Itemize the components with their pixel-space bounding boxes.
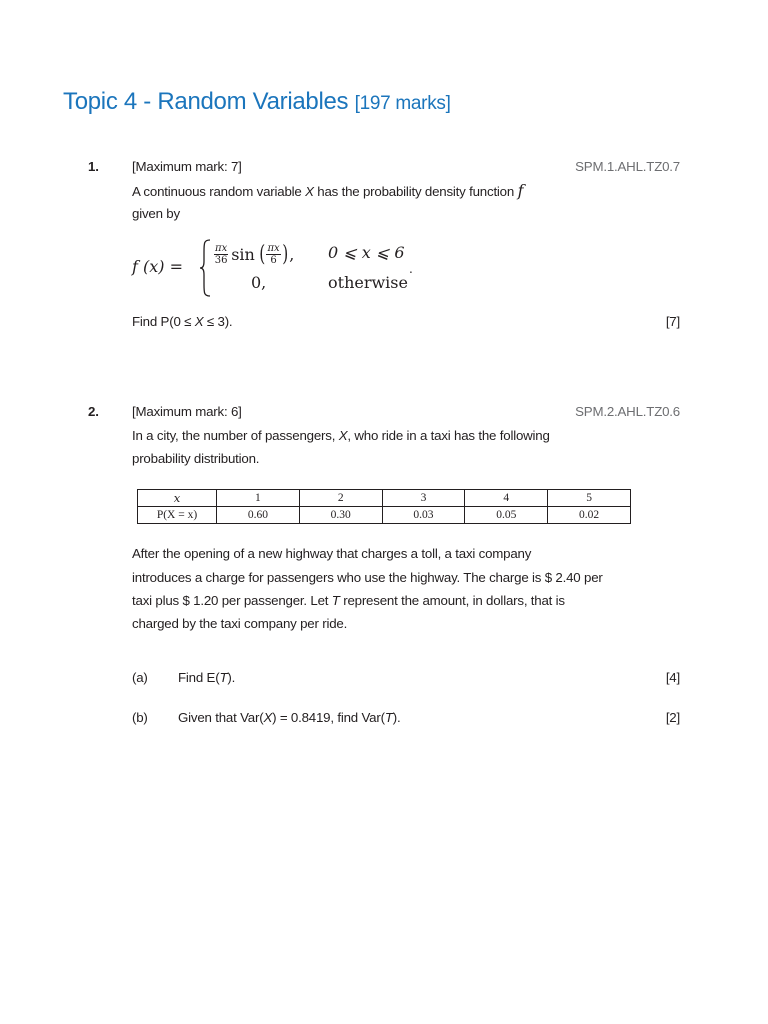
denominator: 6	[270, 254, 277, 266]
part-marks: [2]	[665, 710, 680, 725]
text-segment: A continuous random variable	[132, 184, 302, 199]
variable: T	[331, 593, 340, 608]
table-cell: 0.05	[465, 507, 548, 524]
table-cell: 5	[548, 490, 631, 507]
comma: ,	[289, 244, 295, 264]
numerator: πx	[215, 242, 228, 254]
fraction	[214, 243, 228, 266]
variable: X	[263, 710, 273, 725]
brace-icon	[199, 239, 211, 297]
part-text	[178, 666, 235, 690]
question-number: 2.	[88, 404, 99, 419]
text-segment: Find P(0 ≤	[132, 314, 195, 329]
total-marks: [197 marks]	[354, 93, 451, 114]
paragraph-line	[132, 589, 565, 613]
text-segment: , who ride in a taxi has the following	[347, 428, 550, 443]
question-number: 1.	[88, 159, 99, 174]
paragraph-line: After the opening of a new highway that charges a toll, a taxi company	[132, 546, 532, 561]
variable: X	[305, 184, 314, 199]
paragraph-line: introduces a charge for passengers who use the highway. The charge is $ 2.40 per	[132, 570, 603, 585]
case-2-condition: otherwise	[328, 273, 408, 292]
variable: X	[194, 314, 204, 329]
variable: T	[219, 670, 228, 685]
part-label: (b)	[132, 710, 148, 725]
table-cell: 0.02	[548, 507, 631, 524]
table-cell: 3	[382, 490, 465, 507]
text-segment: Find E(	[178, 670, 220, 685]
variable: f	[517, 181, 524, 200]
question-prompt	[132, 310, 232, 334]
table-cell: 0.60	[217, 507, 300, 524]
part-label: (a)	[132, 670, 148, 685]
variable: X	[338, 428, 348, 443]
numerator: πx	[267, 242, 280, 254]
variable: T	[384, 710, 393, 725]
max-mark: [Maximum mark: 6]	[132, 404, 242, 419]
text-segment: In a city, the number of passengers,	[132, 428, 339, 443]
table-cell: 1	[217, 490, 300, 507]
question-text-line	[132, 179, 523, 204]
table-row	[138, 490, 631, 507]
close-paren: )	[281, 241, 288, 267]
text-segment: ).	[392, 710, 401, 725]
part-text	[178, 706, 401, 730]
table-row	[138, 507, 631, 524]
part-marks: [7]	[665, 314, 680, 329]
table-header-cell: x	[138, 490, 217, 507]
text-segment: taxi plus $ 1.20 per passenger. Let	[132, 593, 332, 608]
page-title	[63, 88, 451, 116]
question-code: SPM.2.AHL.TZ0.6	[575, 404, 680, 419]
question-code: SPM.1.AHL.TZ0.7	[575, 159, 680, 174]
question-text-line: given by	[132, 206, 180, 221]
fraction	[266, 243, 280, 266]
table-header-cell: P(X = x)	[138, 507, 217, 524]
paragraph-line: charged by the taxi company per ride.	[132, 616, 348, 631]
text-segment: ).	[227, 670, 236, 685]
formula-lhs: f (x) =	[132, 257, 184, 276]
text-segment: ) = 0.8419, find Var(	[272, 710, 385, 725]
denominator: 36	[214, 254, 228, 266]
table-cell: 2	[299, 490, 382, 507]
table-cell: 0.30	[299, 507, 382, 524]
table-cell: 0.03	[382, 507, 465, 524]
case-1-condition: 0 ⩽ x ⩽ 6	[328, 243, 405, 262]
case-2-value: 0,	[251, 273, 267, 292]
formula-period: .	[409, 262, 413, 276]
text-segment: has the probability density function	[317, 184, 515, 199]
question-text-line: probability distribution.	[132, 451, 260, 466]
table-cell: 4	[465, 490, 548, 507]
text-segment: represent the amount, in dollars, that is	[339, 593, 565, 608]
probability-table	[137, 489, 631, 524]
text-segment: Given that Var(	[178, 710, 264, 725]
text-segment: ≤ 3).	[203, 314, 233, 329]
title-text: Topic 4 - Random Variables	[63, 88, 349, 115]
case-1-value	[214, 240, 294, 268]
function-name: sin	[231, 244, 255, 264]
question-text-line	[132, 424, 550, 448]
max-mark: [Maximum mark: 7]	[132, 159, 242, 174]
open-paren: (	[259, 241, 266, 267]
part-marks: [4]	[665, 670, 680, 685]
